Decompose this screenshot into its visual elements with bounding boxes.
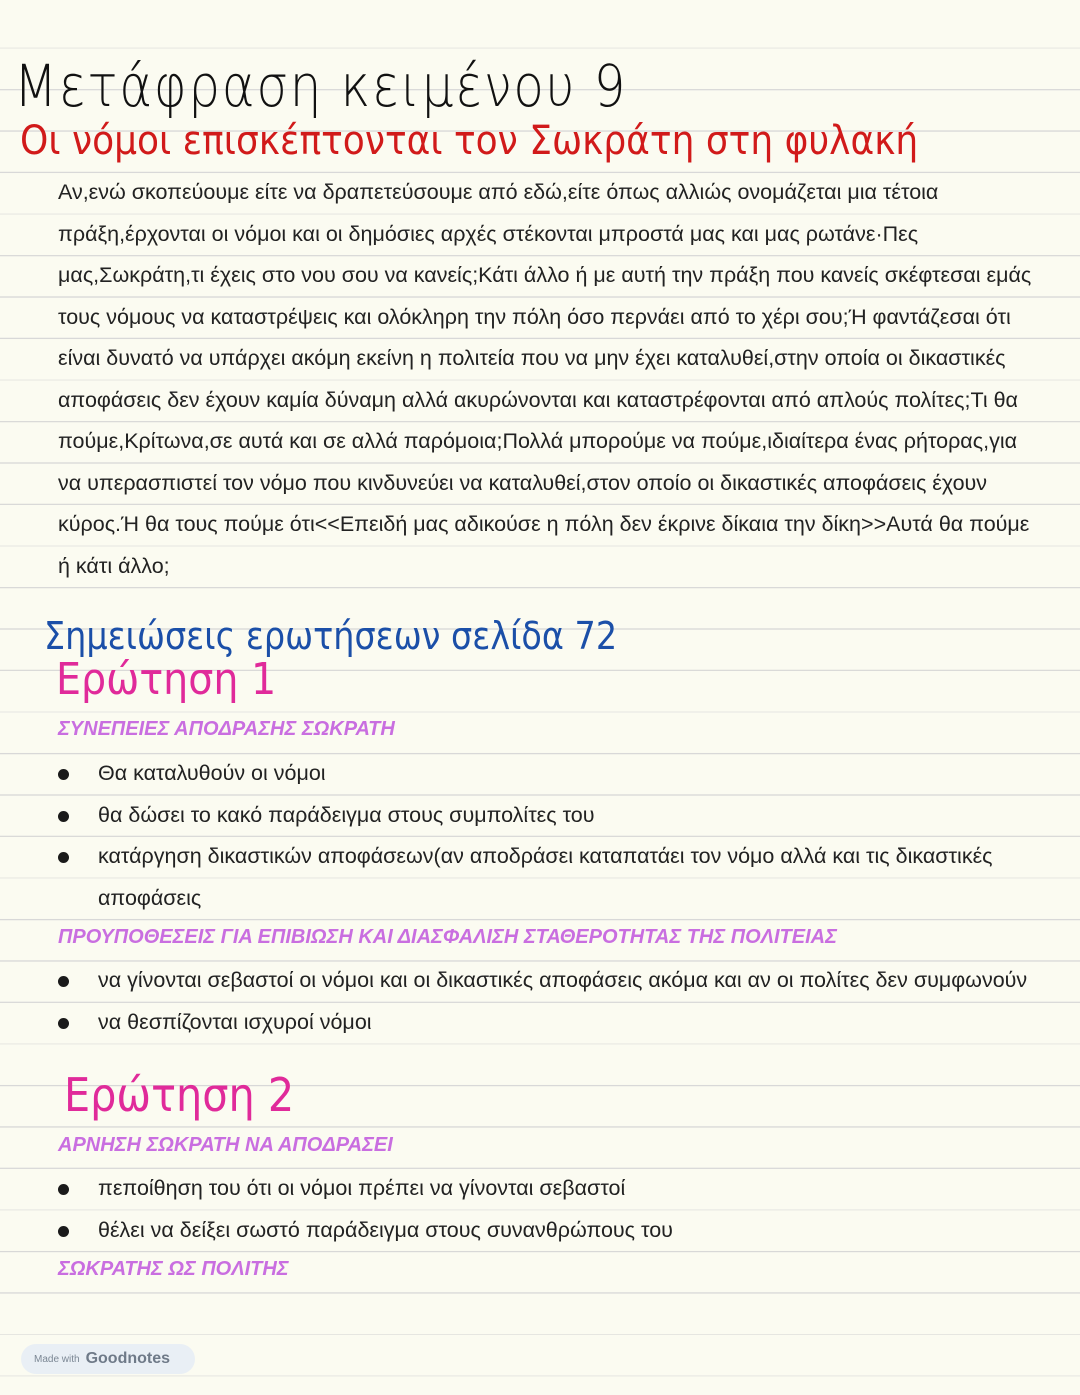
- bullet-icon: [58, 1226, 69, 1237]
- badge-brand: Goodnotes: [85, 1350, 171, 1367]
- list-item: να θεσπίζονται ισχυροί νόμοι: [58, 1002, 1038, 1044]
- bullet-icon: [58, 852, 69, 863]
- bullet-icon: [58, 769, 69, 780]
- list-item: θα δώσει το κακό παράδειγμα στους συμπολίτες του: [58, 795, 1038, 837]
- refusal-list: [58, 1168, 1038, 1251]
- bullet-icon: [58, 811, 69, 822]
- bullet-icon: [58, 1018, 69, 1029]
- translation-paragraph: Αν,ενώ σκοπεύουμε είτε να δραπετεύσουμε από εδώ,είτε όπως αλλιώς ονομάζεται μια τέτοια πράξη,έρχονται οι νόμοι και οι δημόσιες αρχές στέκονται μπροστά μας και μας ρωτάνε·Πες μας,Σωκράτη,τι έχεις στο νου σου να κανείς;Κάτι άλλο ή με αυτή την πράξη που κανείς σκέφτεσαι εμάς τους νόμους να καταστρέψεις και ολόκληρη την πόλη όσο περνάει από το χέρι σου;Ή φαντάζεσαι ότι είναι δυνατό να υπάρχει ακόμη εκείνη η πολιτεία που να μην έχει καταλυθεί,στην οποία οι δικαστικές αποφάσεις δεν έχουν καμία δύναμη αλλά ακυρώνονται και καταστρέφονται από απλούς πολίτες;Τι θα πούμε,Κρίτωνα,σε αυτά και σε αλλά παρόμοια;Πολλά μπορούμε να πούμε,ιδιαίτερα ένας ρήτορας,για να υπερασπιστεί τον νόμο που κινδυνεύει να καταλυθεί,στον οποίο οι δικαστικές αποφάσεις έχουν κύρος.Ή θα τους πούμε ότι<<Επειδή μας αδικούσε η πόλη δεν έκρινε δίκαια την δίκη>>Αυτά θα πούμε ή κάτι άλλο;: [58, 180, 1032, 578]
- list-item: να γίνονται σεβαστοί οι νόμοι και οι δικαστικές αποφάσεις ακόμα και αν οι πολίτες δεν συμφωνούν: [58, 960, 1038, 1002]
- notes-title: Σημειώσεις ερωτήσεων σελίδα 72: [44, 614, 618, 658]
- list-item: θέλει να δείξει σωστό παράδειγμα στους συνανθρώπους του: [58, 1210, 1038, 1252]
- list-item: Θα καταλυθούν οι νόμοι: [58, 753, 1038, 795]
- consequences-heading: ΣΥΝΕΠΕΙΕΣ ΑΠΟΔΡΑΣΗΣ ΣΩΚΡΑΤΗ: [58, 718, 395, 740]
- citizen-heading: ΣΩΚΡΑΤΗΣ ΩΣ ΠΟΛΙΤΗΣ: [58, 1258, 289, 1280]
- conditions-list: [58, 960, 1038, 1043]
- bullet-icon: [58, 1184, 69, 1195]
- goodnotes-badge[interactable]: [21, 1344, 195, 1374]
- consequences-list: [58, 753, 1038, 919]
- page-title: Μετάφραση κειμένου 9: [14, 52, 628, 120]
- bullet-icon: [58, 976, 69, 987]
- list-item: πεποίθηση του ότι οι νόμοι πρέπει να γίνονται σεβαστοί: [58, 1168, 1038, 1210]
- question-1-label: Ερώτηση 1: [56, 654, 277, 705]
- page-subtitle: Οι νόμοι επισκέπτονται τον Σωκράτη στη φυλακή: [20, 118, 919, 164]
- conditions-heading: ΠΡΟΥΠΟΘΕΣΕΙΣ ΓΙΑ ΕΠΙΒΙΩΣΗ ΚΑΙ ΔΙΑΣΦΑΛΙΣΗ ΣΤΑΘΕΡΟΤΗΤΑΣ ΤΗΣ ΠΟΛΙΤΕΙΑΣ: [58, 926, 837, 948]
- badge-made-with: Made with: [34, 1353, 80, 1365]
- refusal-heading: ΑΡΝΗΣΗ ΣΩΚΡΑΤΗ ΝΑ ΑΠΟΔΡΑΣΕΙ: [58, 1134, 393, 1156]
- question-2-label: Ερώτηση 2: [64, 1068, 295, 1122]
- list-item: κατάργηση δικαστικών αποφάσεων(αν αποδράσει καταπατάει τον νόμο αλλά και τις δικαστικές αποφάσεις: [58, 836, 1038, 919]
